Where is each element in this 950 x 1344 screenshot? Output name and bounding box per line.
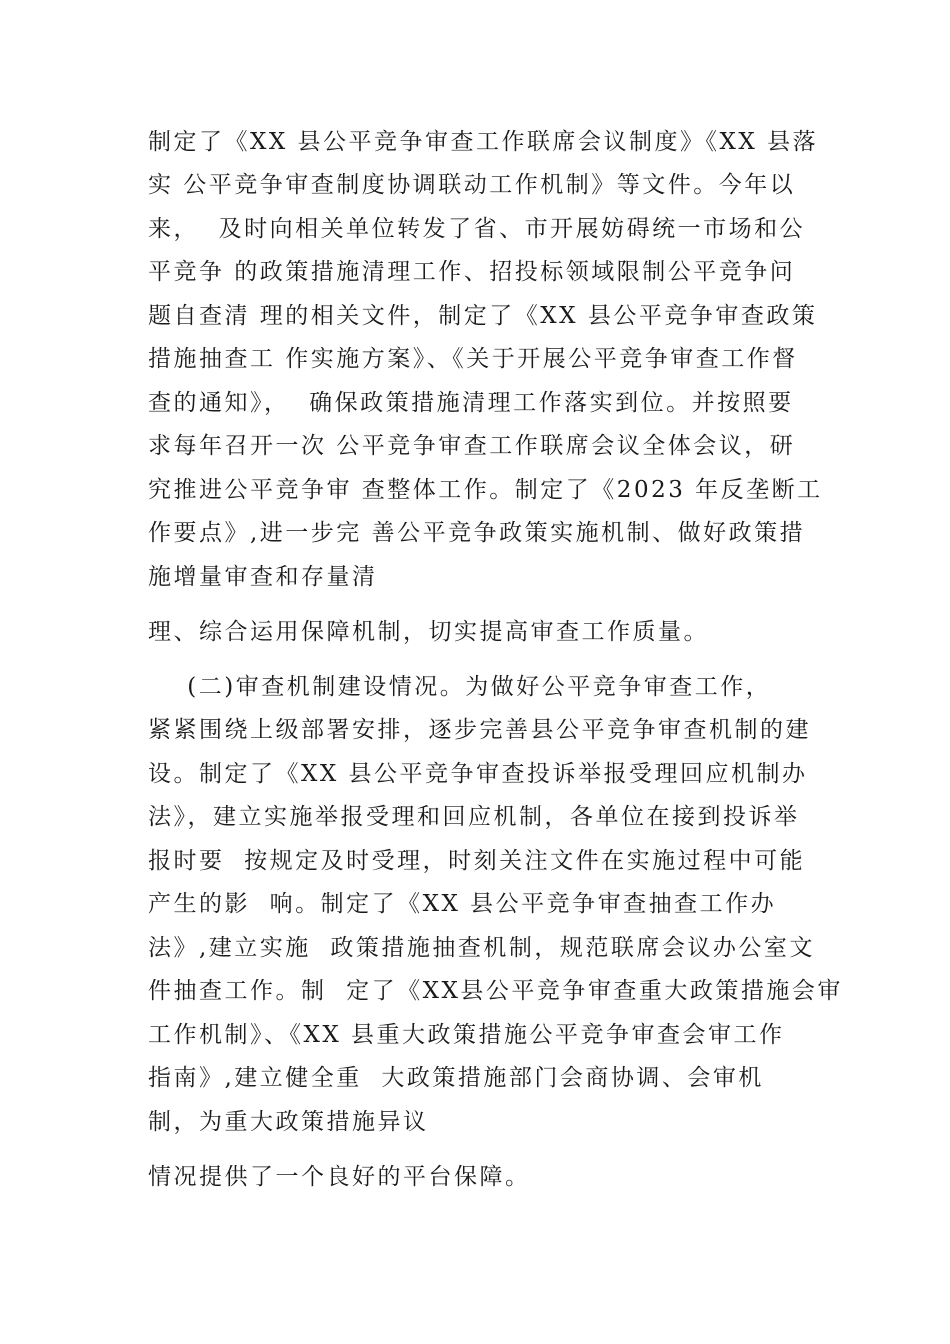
paragraph-line: 作要点》,进一步完 善公平竞争政策实施机制、做好政策措 <box>148 520 806 546</box>
paragraph-line: 产生的影 响。制定了《XX 县公平竞争审查抽查工作办 <box>148 891 777 917</box>
paragraph-line: 究推进公平竞争审 查整体工作。制定了《2023 年反垄断工 <box>148 477 823 503</box>
paragraph-line: 情况提供了一个良好的平台保障。 <box>148 1164 531 1190</box>
paragraph-line: 求每年召开一次 公平竞争审查工作联席会议全体会议，研 <box>148 433 796 459</box>
paragraph-line: 件抽查工作。制 定了《XX县公平竞争审查重大政策措施会审 <box>148 978 843 1004</box>
paragraph-line: 制，为重大政策措施异议 <box>148 1109 429 1135</box>
paragraph-line: 设。制定了《XX 县公平竞争审查投诉举报受理回应机制办 <box>148 761 808 787</box>
paragraph-line: 来， 及时向相关单位转发了省、市开展妨碍统一市场和公 <box>148 216 806 242</box>
paragraph-line: 工作机制》、《XX 县重大政策措施公平竞争审查会审工作 <box>148 1022 785 1048</box>
paragraph-line: 制定了《XX 县公平竞争审查工作联席会议制度》《XX 县落 <box>148 129 819 155</box>
paragraph-line: 紧紧围绕上级部署安排，逐步完善县公平竞争审查机制的建 <box>148 717 811 743</box>
paragraph-line: 法》，建立实施举报受理和回应机制，各单位在接到投诉举 <box>148 804 800 830</box>
paragraph-line: 题自查清 理的相关文件，制定了《XX 县公平竞争审查政策 <box>148 303 818 329</box>
paragraph-line: 理、综合运用保障机制，切实提高审查工作质量。 <box>148 619 709 645</box>
section-heading-line: (二)审查机制建设情况。为做好公平竞争审查工作， <box>148 674 772 700</box>
paragraph-line: 法》,建立实施 政策措施抽查机制，规范联席会议办公室文 <box>148 935 815 961</box>
paragraph-line: 指南》,建立健全重 大政策措施部门会商协调、会审机 <box>148 1065 764 1091</box>
paragraph-line: 报时要 按规定及时受理，时刻关注文件在实施过程中可能 <box>148 848 806 874</box>
paragraph-line: 实 公平竞争审查制度协调联动工作机制》等文件。今年以 <box>148 172 796 198</box>
paragraph-line: 平竞争 的政策措施清理工作、招投标领域限制公平竞争问 <box>148 259 796 285</box>
paragraph-line: 查的通知》， 确保政策措施清理工作落实到位。并按照要 <box>148 390 794 416</box>
paragraph-line: 措施抽查工 作实施方案》、《关于开展公平竞争审查工作督 <box>148 346 798 372</box>
paragraph-line: 施增量审查和存量清 <box>148 564 378 590</box>
